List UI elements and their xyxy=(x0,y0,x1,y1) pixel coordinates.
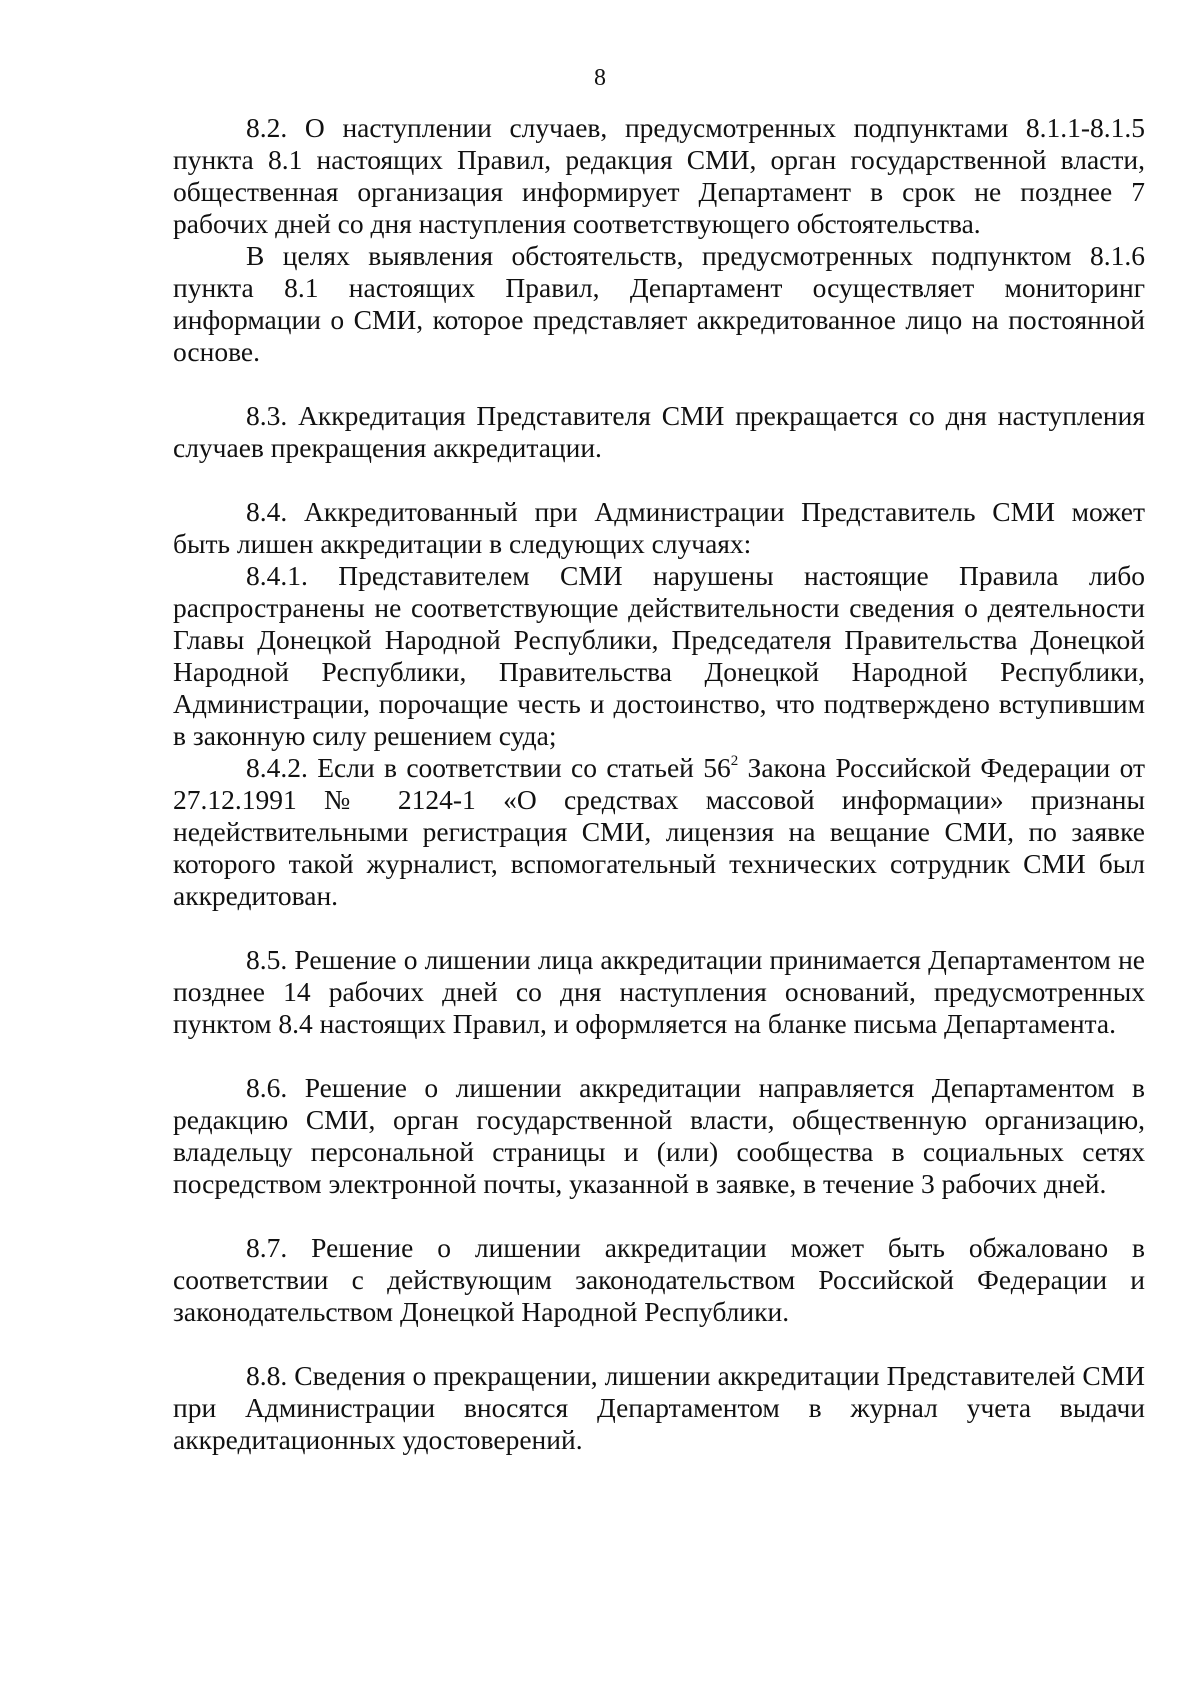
paragraph-8-8: 8.8. Сведения о прекращении, лишении аккредитации Представителей СМИ при Администрации вносятся Департаментом в журнал учета выдачи аккредитационных удостоверений. xyxy=(173,1360,1145,1455)
article-superscript: 2 xyxy=(730,752,739,769)
paragraph-8-4-2-rest: Закона Российской Федерации от 27.12.1991 № 2124-1 «О средствах массовой информации» признаны недействительными регистрация СМИ, лицензия на вещание СМИ, по заявке которого такой журналист, вспомогательный технических сотрудник СМИ был аккредитован. xyxy=(173,752,1145,911)
paragraph-8-2-monitoring: В целях выявления обстоятельств, предусмотренных подпунктом 8.1.6 пункта 8.1 настоящих Правил, Департамент осуществляет мониторинг информации о СМИ, которое представляет аккредитованное лицо на постоянной основе. xyxy=(173,240,1145,367)
paragraph-8-4-1: 8.4.1. Представителем СМИ нарушены настоящие Правила либо распространены не соответствующие действительности сведения о деятельности Главы Донецкой Народной Республики, Председателя Правительства Донецкой Народной Республики, Правительства Донецкой Народной Республики, Администрации, порочащие честь и достоинство, что подтверждено вступившим в законную силу решением суда; xyxy=(173,560,1145,751)
paragraph-8-6: 8.6. Решение о лишении аккредитации направляется Департаментом в редакцию СМИ, орган государственной власти, общественную организацию, владельцу персональной страницы и (или) сообщества в социальных сетях посредством электронной почты, указанной в заявке, в течение 3 рабочих дней. xyxy=(173,1072,1145,1199)
paragraph-8-4-2 xyxy=(173,752,1145,912)
paragraph-8-4: 8.4. Аккредитованный при Администрации Представитель СМИ может быть лишен аккредитации в следующих случаях: xyxy=(173,496,1145,559)
document-body xyxy=(173,112,1145,1456)
paragraph-8-4-2-start: 8.4.2. Если в соответствии со статьей 56 xyxy=(246,752,731,783)
paragraph-8-2: 8.2. О наступлении случаев, предусмотренных подпунктами 8.1.1-8.1.5 пункта 8.1 настоящих Правил, редакция СМИ, орган государственной власти, общественная организация информирует Департамент в срок не позднее 7 рабочих дней со дня наступления соответствующего обстоятельства. xyxy=(173,112,1145,239)
paragraph-8-3: 8.3. Аккредитация Представителя СМИ прекращается со дня наступления случаев прекращения аккредитации. xyxy=(173,400,1145,463)
page-number: 8 xyxy=(594,65,606,91)
paragraph-8-5: 8.5. Решение о лишении лица аккредитации принимается Департаментом не позднее 14 рабочих дней со дня наступления оснований, предусмотренных пунктом 8.4 настоящих Правил, и оформляется на бланке письма Департамента. xyxy=(173,944,1145,1039)
paragraph-8-7: 8.7. Решение о лишении аккредитации может быть обжаловано в соответствии с действующим законодательством Российской Федерации и законодательством Донецкой Народной Республики. xyxy=(173,1232,1145,1327)
